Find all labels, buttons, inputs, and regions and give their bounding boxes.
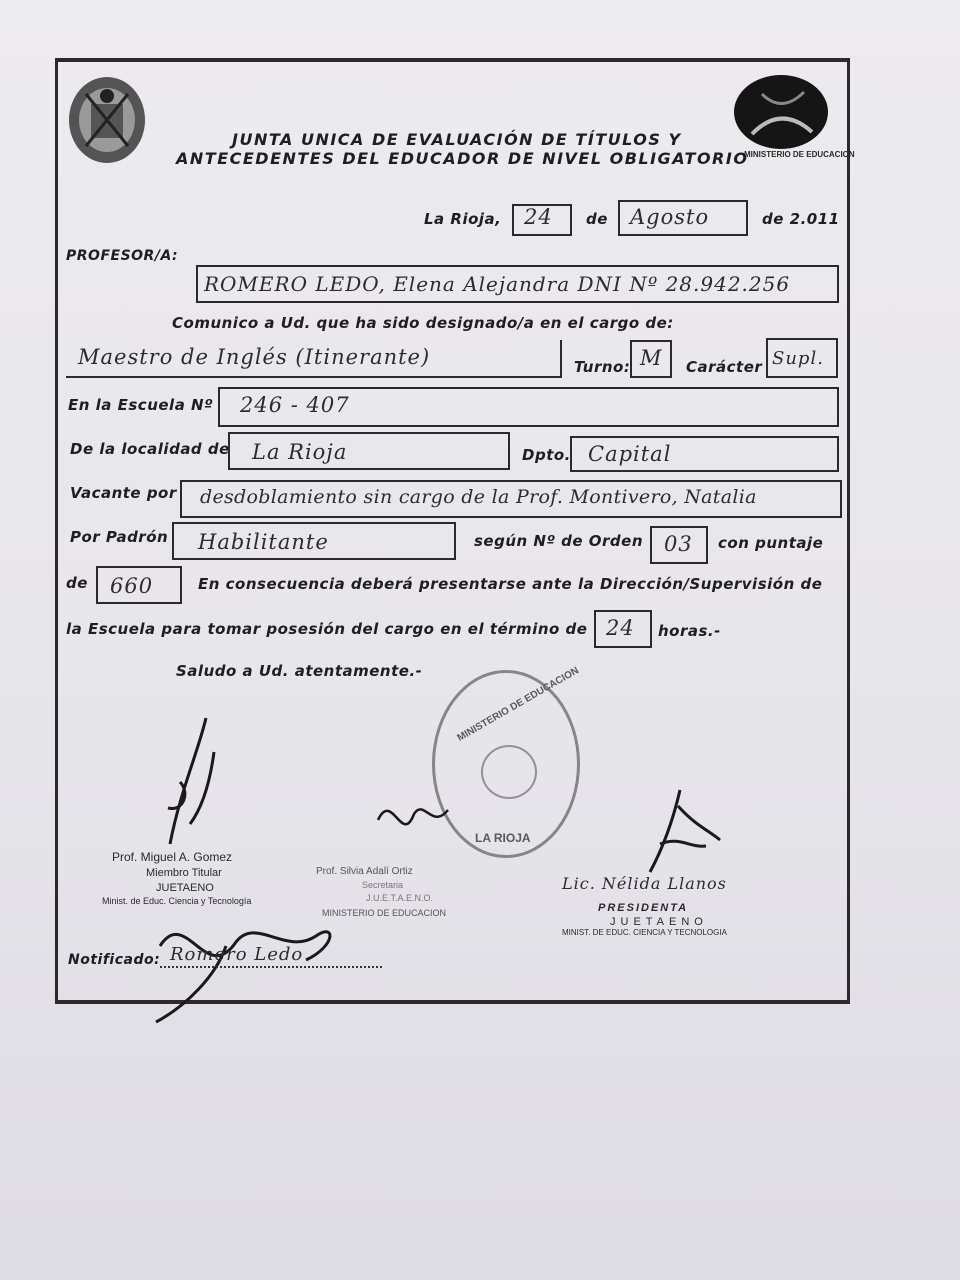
date-day: 24 — [524, 205, 553, 229]
left-signer-name: Prof. Miguel A. Gomez — [112, 850, 233, 864]
header-title-line1: JUNTA UNICA DE EVALUACIÓN DE TÍTULOS Y — [232, 130, 682, 149]
date-month: Agosto — [630, 205, 710, 229]
middle-signer-ministry: MINISTERIO DE EDUCACION — [322, 908, 447, 918]
hours-label: horas.- — [658, 622, 721, 640]
term-text: la Escuela para tomar posesión del cargo en el término de — [66, 620, 588, 638]
stamp-top-text: MINISTERIO DE EDUCACION — [455, 665, 581, 744]
caracter-value: Supl. — [772, 348, 824, 369]
middle-signer-org: J.U.E.T.A.E.N.O. — [366, 893, 434, 903]
puntaje-value: 660 — [110, 574, 154, 598]
middle-signer-role: Secretaria — [362, 880, 404, 890]
vacancy-label: Vacante por — [70, 484, 177, 502]
left-signer-role: Miembro Titular — [146, 867, 222, 879]
right-signer-handwritten: Lic. Nélida Llanos — [562, 874, 727, 893]
closing-text: Saludo a Ud. atentamente.- — [176, 662, 423, 680]
right-signer-role: PRESIDENTA — [598, 902, 689, 914]
orden-value: 03 — [664, 532, 693, 556]
locality-value: La Rioja — [252, 440, 348, 464]
consequence-text: En consecuencia deberá presentarse ante la Dirección/Supervisión de — [198, 575, 823, 593]
locality-label: De la localidad de — [70, 440, 230, 458]
notified-signature: Romero Ledo — [170, 944, 304, 965]
teacher-name: ROMERO LEDO, Elena Alejandra DNI Nº 28.942.256 — [204, 272, 791, 296]
right-signer-ministry: MINIST. DE EDUC. CIENCIA Y TECNOLOGIA — [562, 928, 727, 937]
date-place-label: La Rioja, — [424, 210, 502, 228]
school-label: En la Escuela Nº — [68, 396, 214, 414]
middle-signer-name: Prof. Silvia Adalí Ortiz — [316, 866, 413, 877]
turno-label: Turno: — [574, 358, 631, 376]
puntaje-de-label: de — [66, 574, 88, 592]
ministry-logo — [732, 74, 830, 150]
left-signer-org: JUETAENO — [156, 882, 214, 894]
date-year-label: de 2.011 — [762, 210, 840, 228]
hours-value: 24 — [606, 616, 635, 640]
vacancy-value: desdoblamiento sin cargo de la Prof. Montivero, Natalia — [200, 486, 757, 508]
header-title-line2: ANTECEDENTES DEL EDUCADOR DE NIVEL OBLIGATORIO — [176, 149, 749, 168]
date-de-label: de — [586, 210, 608, 228]
left-signature-strokes — [140, 712, 260, 852]
coat-of-arms-emblem — [66, 74, 148, 166]
ministry-logo-caption: MINISTERIO DE EDUCACION — [744, 150, 855, 159]
teacher-label: PROFESOR/A: — [66, 248, 179, 264]
dpto-value: Capital — [588, 442, 672, 466]
puntaje-label: con puntaje — [718, 534, 824, 552]
notified-line — [160, 966, 382, 968]
position-value: Maestro de Inglés (Itinerante) — [78, 345, 431, 369]
padron-label: Por Padrón — [70, 528, 169, 546]
notified-label: Notificado: — [68, 952, 161, 968]
middle-signature-strokes — [372, 790, 462, 850]
right-signature-strokes — [620, 786, 730, 876]
caracter-label: Carácter — [686, 358, 763, 376]
right-signer-org: JUETAENO — [610, 916, 708, 928]
padron-value: Habilitante — [198, 530, 329, 554]
designation-notice: Comunico a Ud. que ha sido designado/a en el cargo de: — [172, 314, 674, 332]
school-number: 246 - 407 — [240, 393, 350, 417]
left-signer-ministry: Minist. de Educ. Ciencia y Tecnología — [102, 896, 252, 906]
dpto-label: Dpto. — [522, 446, 571, 464]
orden-label: según Nº de Orden — [474, 532, 644, 550]
turno-value: M — [640, 346, 663, 370]
stamp-bottom-text: LA RIOJA — [475, 831, 531, 845]
